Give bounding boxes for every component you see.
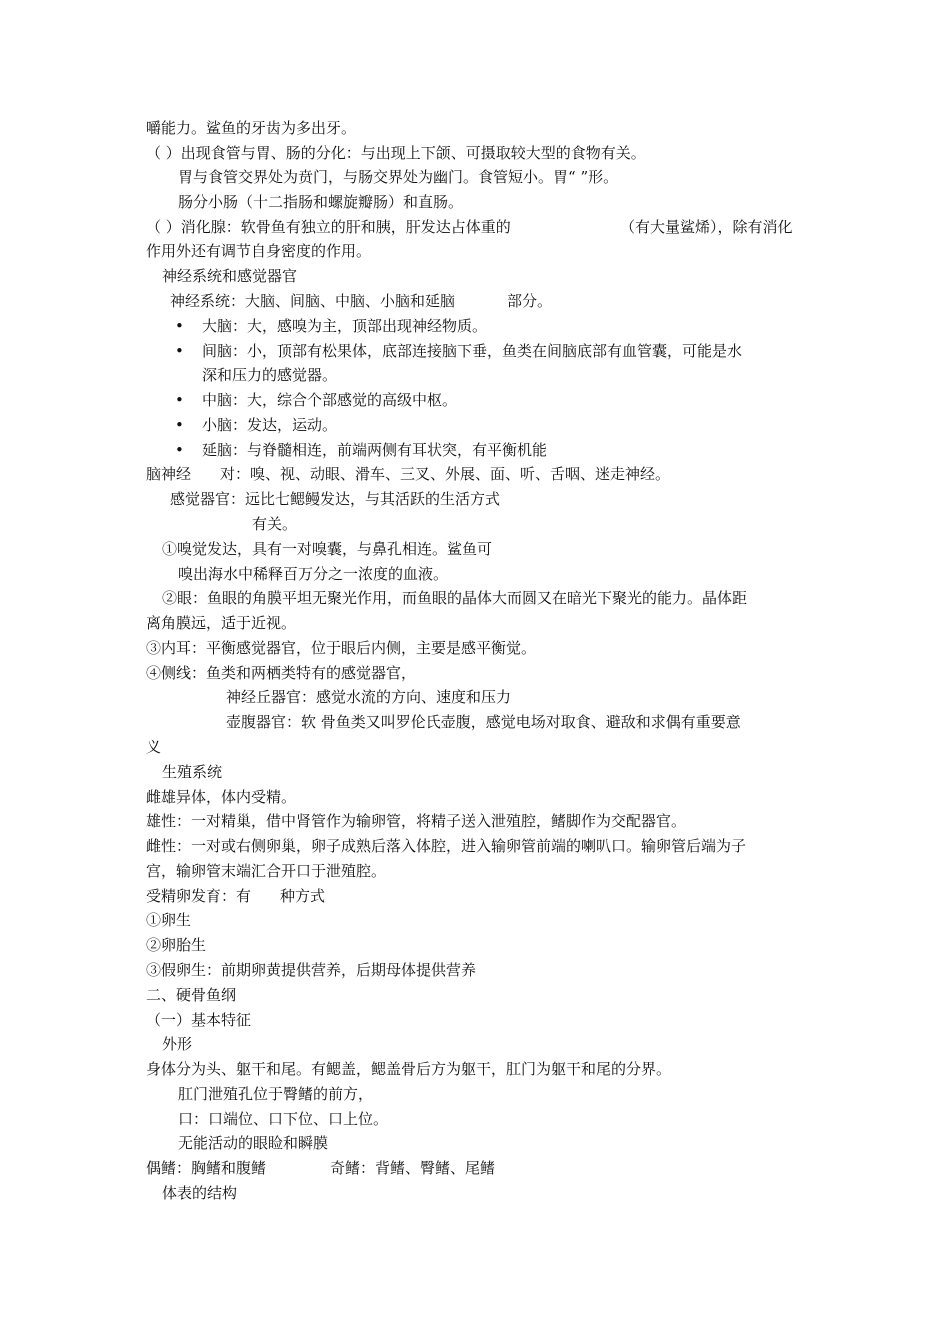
text-line: ①卵生: [146, 911, 192, 929]
text-line: 口：口端位、口下位、口上位。: [178, 1110, 389, 1128]
text-line: 义: [146, 738, 162, 756]
text-line: ②眼：鱼眼的角膜平坦无聚光作用，而鱼眼的晶体大而圆又在暗光下聚光的能力。晶体距: [162, 589, 748, 607]
text-line: 脑神经: [146, 465, 192, 483]
text-line: （有大量鲨烯），除有消化: [620, 218, 793, 236]
bullet-icon: •: [175, 317, 184, 335]
text-line: （ ）消化腺：软骨鱼有独立的肝和胰，肝发达占体重的: [146, 218, 511, 236]
text-line: 雌雄异体，体内受精。: [146, 788, 297, 806]
list-item: 间脑：小，顶部有松果体，底部连接脑下垂，鱼类在间脑底部有血管囊，可能是水: [202, 342, 743, 360]
section-heading: （一）基本特征: [146, 1011, 252, 1029]
text-line: 无能活动的眼睑和瞬膜: [178, 1134, 329, 1152]
text-line: ②卵胎生: [146, 936, 207, 954]
section-heading: 二、硬骨鱼纲: [146, 986, 237, 1004]
text-line: （ ）出现食管与胃、肠的分化：与出现上下颌、可摄取较大型的食物有关。: [146, 144, 646, 162]
section-heading: 体表的结构: [162, 1184, 238, 1202]
text-line: ④侧线：鱼类和两栖类特有的感觉器官，: [146, 664, 417, 682]
list-item: 大脑：大，感嗅为主，顶部出现神经物质。: [202, 317, 488, 335]
text-line: 作用外还有调节自身密度的作用。: [146, 242, 372, 260]
list-item: 中脑：大，综合个部感觉的高级中枢。: [202, 391, 458, 409]
section-heading: 生殖系统: [162, 763, 223, 781]
text-line: 宫，输卵管末端汇合开口于泄殖腔。: [146, 862, 387, 880]
text-line: 对：嗅、视、动眼、滑车、三叉、外展、面、听、舌咽、迷走神经。: [220, 465, 671, 483]
text-line: 离角膜远，适于近视。: [146, 614, 297, 632]
bullet-icon: •: [175, 391, 184, 409]
list-item: 深和压力的感觉器。: [202, 366, 338, 384]
text-line: 雌性：一对或右侧卵巢，卵子成熟后落入体腔，进入输卵管前端的喇叭口。输卵管后端为子: [146, 837, 747, 855]
section-heading: 神经系统和感觉器官: [162, 267, 298, 285]
text-line: 神经系统：大脑、间脑、中脑、小脑和延脑: [170, 292, 456, 310]
bullet-icon: •: [175, 441, 184, 459]
text-line: 肠分小肠（十二指肠和螺旋瓣肠）和直肠。: [178, 193, 464, 211]
text-line: ③内耳：平衡感觉器官，位于眼后内侧，主要是感平衡觉。: [146, 639, 537, 657]
text-line: ③假卵生：前期卵黄提供营养，后期母体提供营养: [146, 961, 477, 979]
text-line: 雄性：一对精巢，借中肾管作为输卵管，将精子送入泄殖腔，鳍脚作为交配器官。: [146, 812, 687, 830]
text-line: 部分。: [507, 292, 553, 310]
text-line: 胃与食管交界处为贲门，与肠交界处为幽门。食管短小。胃“ ”形。: [178, 168, 619, 186]
text-line: 偶鳍：胸鳍和腹鳍: [146, 1159, 267, 1177]
text-line: 身体分为头、躯干和尾。有鳃盖，鳃盖骨后方为躯干，肛门为躯干和尾的分界。: [146, 1060, 672, 1078]
text-line: 种方式: [280, 887, 326, 905]
text-line: 奇鳍：背鳍、臀鳍、尾鳍: [330, 1159, 496, 1177]
list-item: 延脑：与脊髓相连，前端两侧有耳状突，有平衡机能: [202, 441, 548, 459]
text-line: 感觉器官：远比七鳃鳗发达，与其活跃的生活方式: [170, 490, 501, 508]
text-line: ①嗅觉发达，具有一对嗅囊，与鼻孔相连。鲨鱼可: [162, 540, 493, 558]
text-line: 壶腹器官：软 骨鱼类又叫罗伦氏壶腹，感觉电场对取食、避敌和求偶有重要意: [226, 713, 741, 731]
text-line: 有关。: [252, 515, 298, 533]
list-item: 小脑：发达，运动。: [202, 416, 338, 434]
text-line: 嗅出海水中稀释百万分之一浓度的血液。: [178, 565, 449, 583]
text-line: 神经丘器官：感觉水流的方向、速度和压力: [226, 688, 512, 706]
text-line: 肛门泄殖孔位于臀鳍的前方，: [178, 1085, 374, 1103]
text-line: 受精卵发育：有: [146, 887, 252, 905]
text-line: 嚼能力。鲨鱼的牙齿为多出牙。: [146, 119, 357, 137]
section-heading: 外形: [162, 1035, 193, 1053]
bullet-icon: •: [175, 416, 184, 434]
bullet-icon: •: [175, 342, 184, 360]
